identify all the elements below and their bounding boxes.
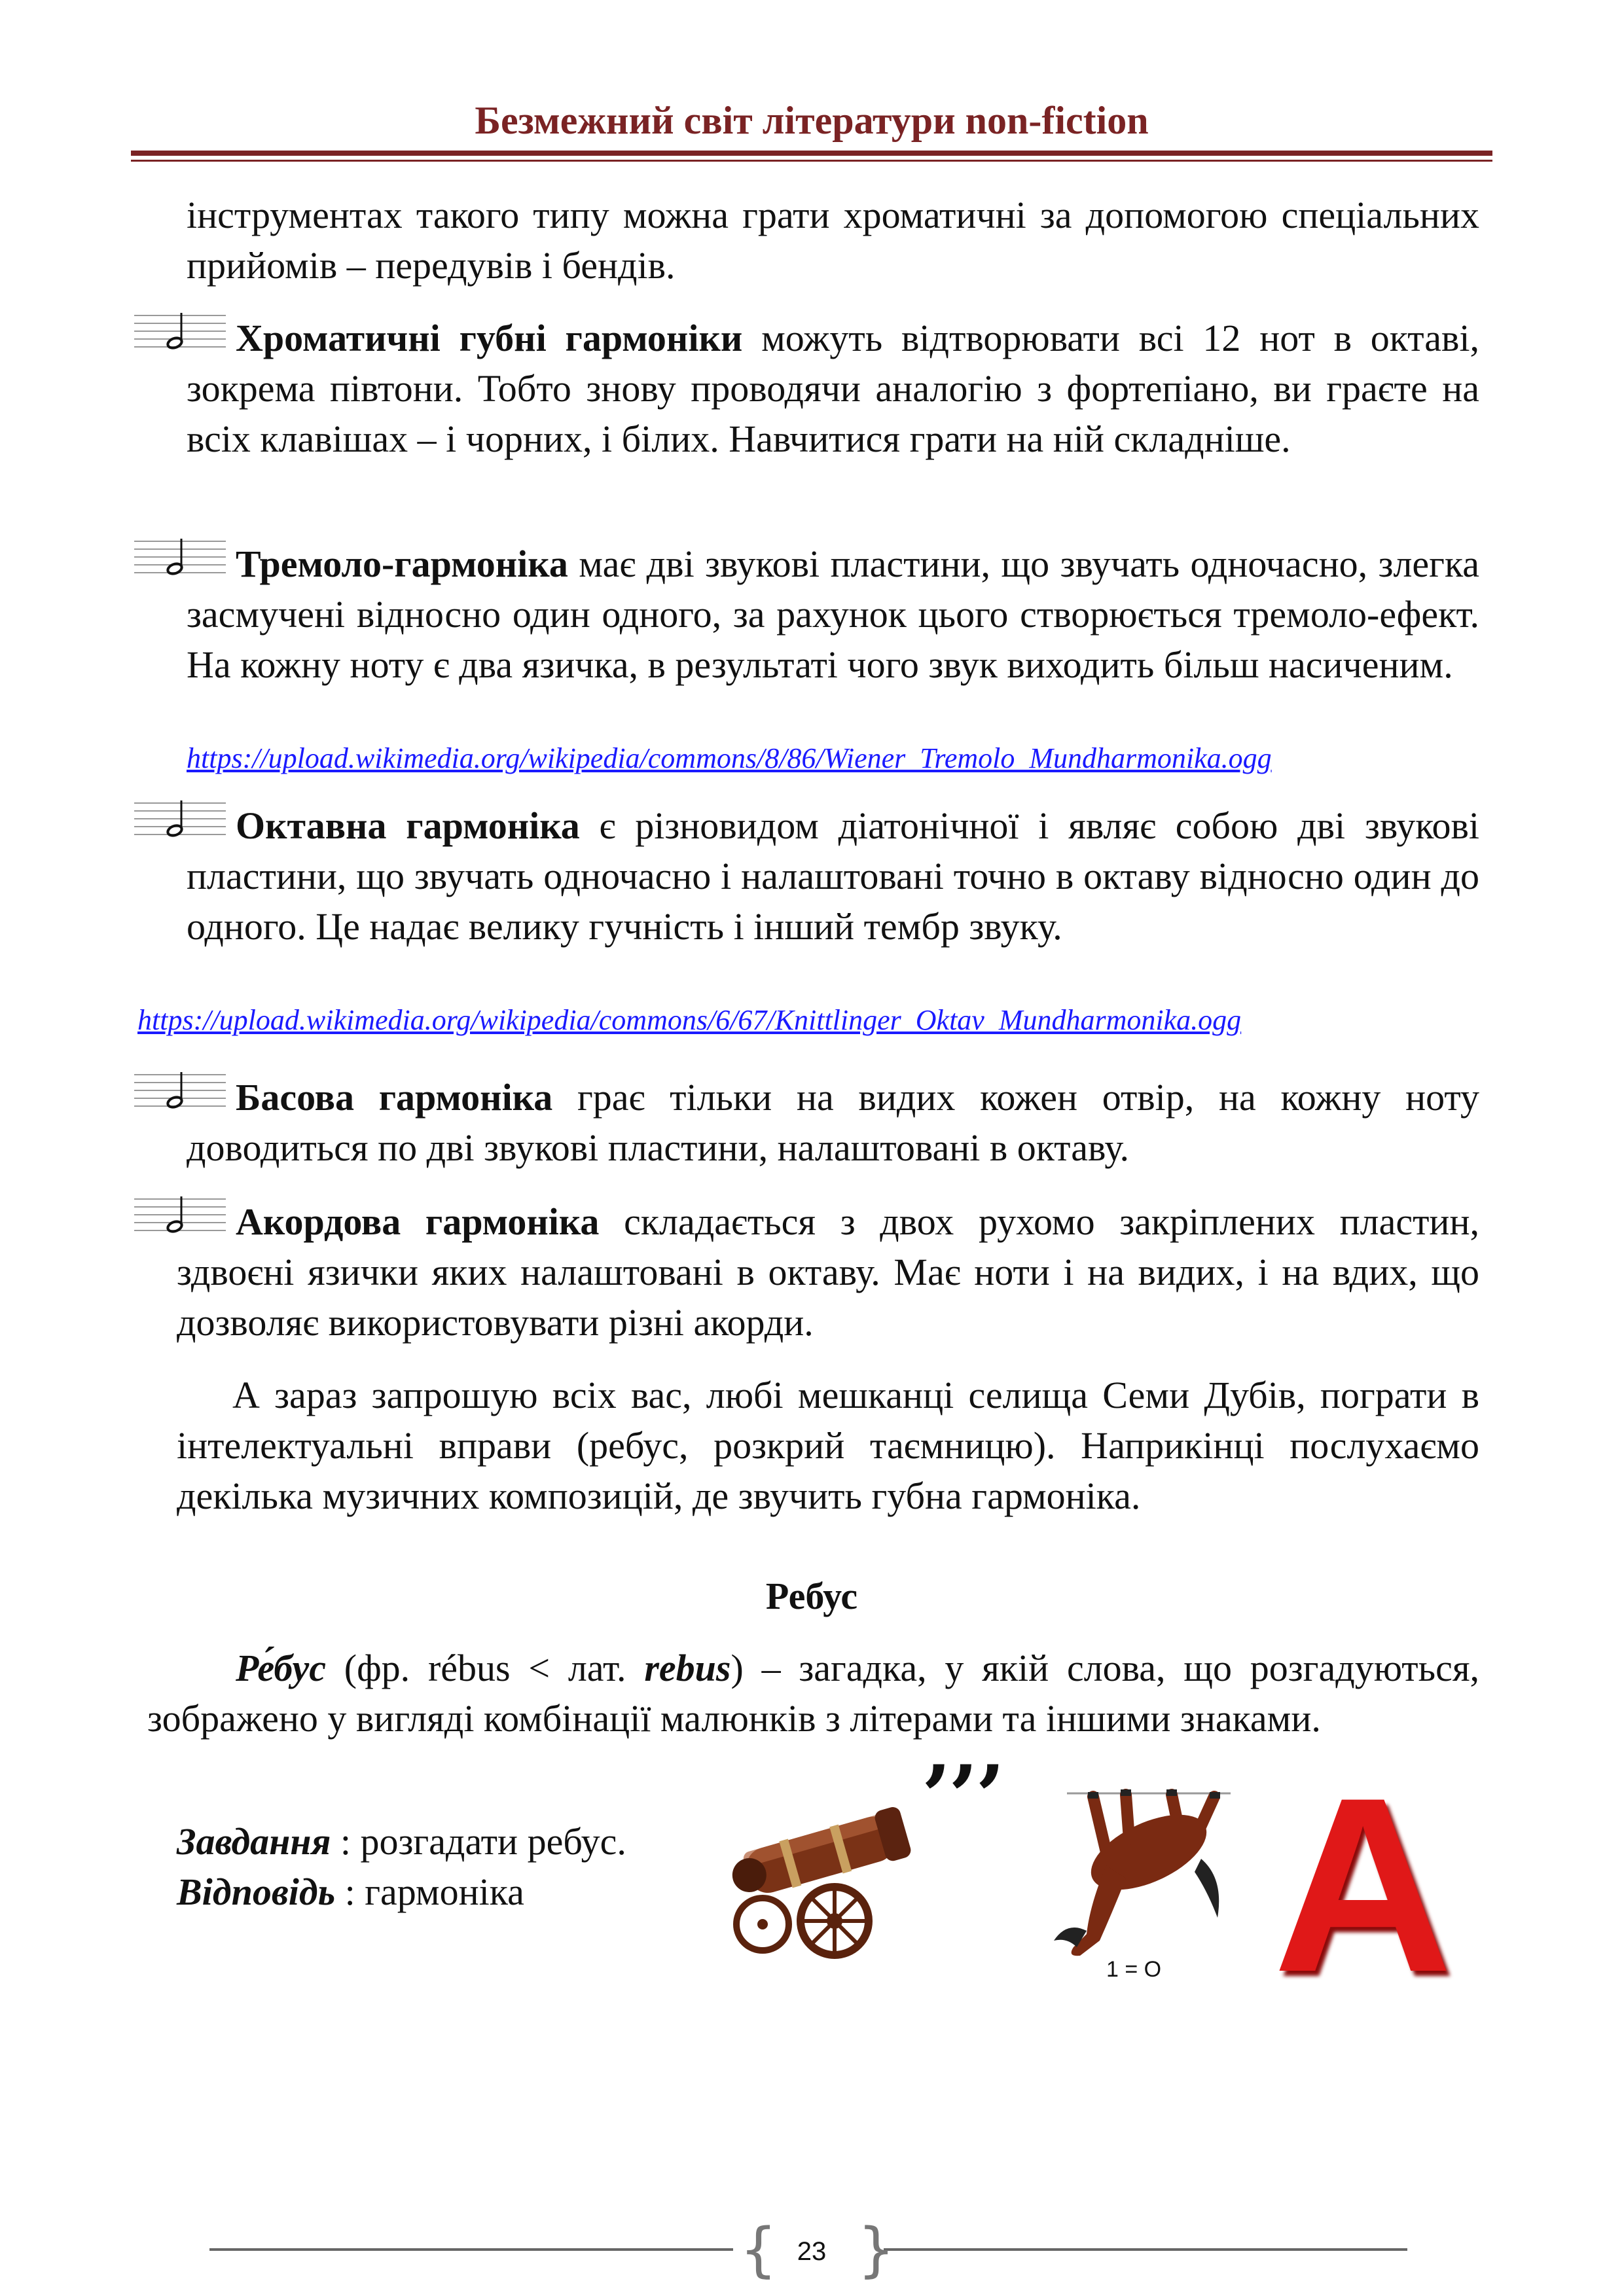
item-term: Хроматичні губні гармоніки [236, 317, 743, 359]
running-header: Безмежний світ літератури non-fiction [475, 99, 1149, 142]
page-number: 23 [797, 2237, 827, 2266]
list-item: Басова гармоніка грає тільки на видих кожен отвір, на кожну ноту доводиться по дві звукові пластини, налаштовані в октаву. [187, 1076, 1480, 1169]
cannon-image [707, 1793, 923, 1964]
item-term: Акордова гармоніка [236, 1200, 600, 1243]
upside-down-horse-image [1028, 1780, 1244, 1977]
footer-rule-right [884, 2248, 1407, 2251]
rebus-term: Ре́бус [236, 1647, 326, 1689]
list-item: Хроматичні губні гармоніки можуть відтворювати всі 12 нот в октаві, зокрема півтони. Тобто знову проводячи аналогію з фортепіано, ви граєте на всіх клавішах – і чорних, і білих. Навчитися грати на ній складніше. [187, 317, 1479, 460]
audio-link[interactable]: https://upload.wikimedia.org/wikipedia/commons/8/86/Wiener_Tremolo_Mundharmonika.ogg [187, 742, 1272, 774]
section-title: Ребус [765, 1575, 858, 1617]
task-label: Завдання [177, 1820, 331, 1863]
header-rule-thin [131, 160, 1492, 162]
footer-brace-right: } [857, 2215, 895, 2284]
rebus-task: Завдання : розгадати ребус. Відповідь : гармоніка [177, 1820, 626, 1913]
intro-paragraph: інструментах такого типу можна грати хроматичні за допомогою спеціальних прийомів – передувів і бендів. [187, 194, 1479, 287]
invite-paragraph: А зараз запрошую всіх вас, любі мешканці селища Семи Дубів, пограти в інтелектуальні вправи (ребус, розкрий таємницю). Наприкінці послухаємо декілька музичних композицій, де звучить губна гармоніка. [177, 1374, 1479, 1517]
list-item: Тремоло-гармоніка має дві звукові пластини, що звучать одночасно, злегка засмучені відносно один одного, за рахунок цього створюється тремоло-ефект. На кожну ноту є два язичка, в результаті чого звук виходить більш насиченим. [187, 543, 1479, 686]
list-item: Октавна гармоніка є різновидом діатонічної і являє собою дві звукові пластини, що звучать одночасно і налаштовані точно в октаву відносно один до одного. Це надає велику гучність і інший тембр звуку. [187, 804, 1479, 948]
item-term: Тремоло-гармоніка [236, 543, 568, 585]
swap-note: 1 = О [1106, 1957, 1162, 1982]
header-rule [131, 151, 1492, 156]
item-term: Басова гармоніка [236, 1076, 553, 1119]
footer-brace-left: { [740, 2215, 778, 2284]
rebus-commas: ʼʼʼ [920, 1748, 1001, 1848]
audio-link[interactable]: https://upload.wikimedia.org/wikipedia/commons/6/67/Knittlinger_Oktav_Mundharmonika.ogg [137, 1004, 1242, 1036]
letter-a-image: А [1273, 1746, 1453, 2024]
rebus-definition: Ре́бус (фр. rébus < лат. rebus) – загадка, у якій слова, що розгадуються, зображено у вигляді комбінації малюнків з літерами та іншими знаками. [147, 1647, 1480, 1740]
list-item: Акордова гармоніка складається з двох рухомо закріплених пластин, здвоєні язички яких налаштовані в октаву. Має ноти і на видих, і на вдих, що дозволяє використовувати різні акорди. [177, 1200, 1480, 1344]
footer-rule-left [209, 2248, 733, 2251]
item-term: Октавна гармоніка [236, 804, 580, 847]
answer-label: Відповідь [177, 1871, 336, 1913]
